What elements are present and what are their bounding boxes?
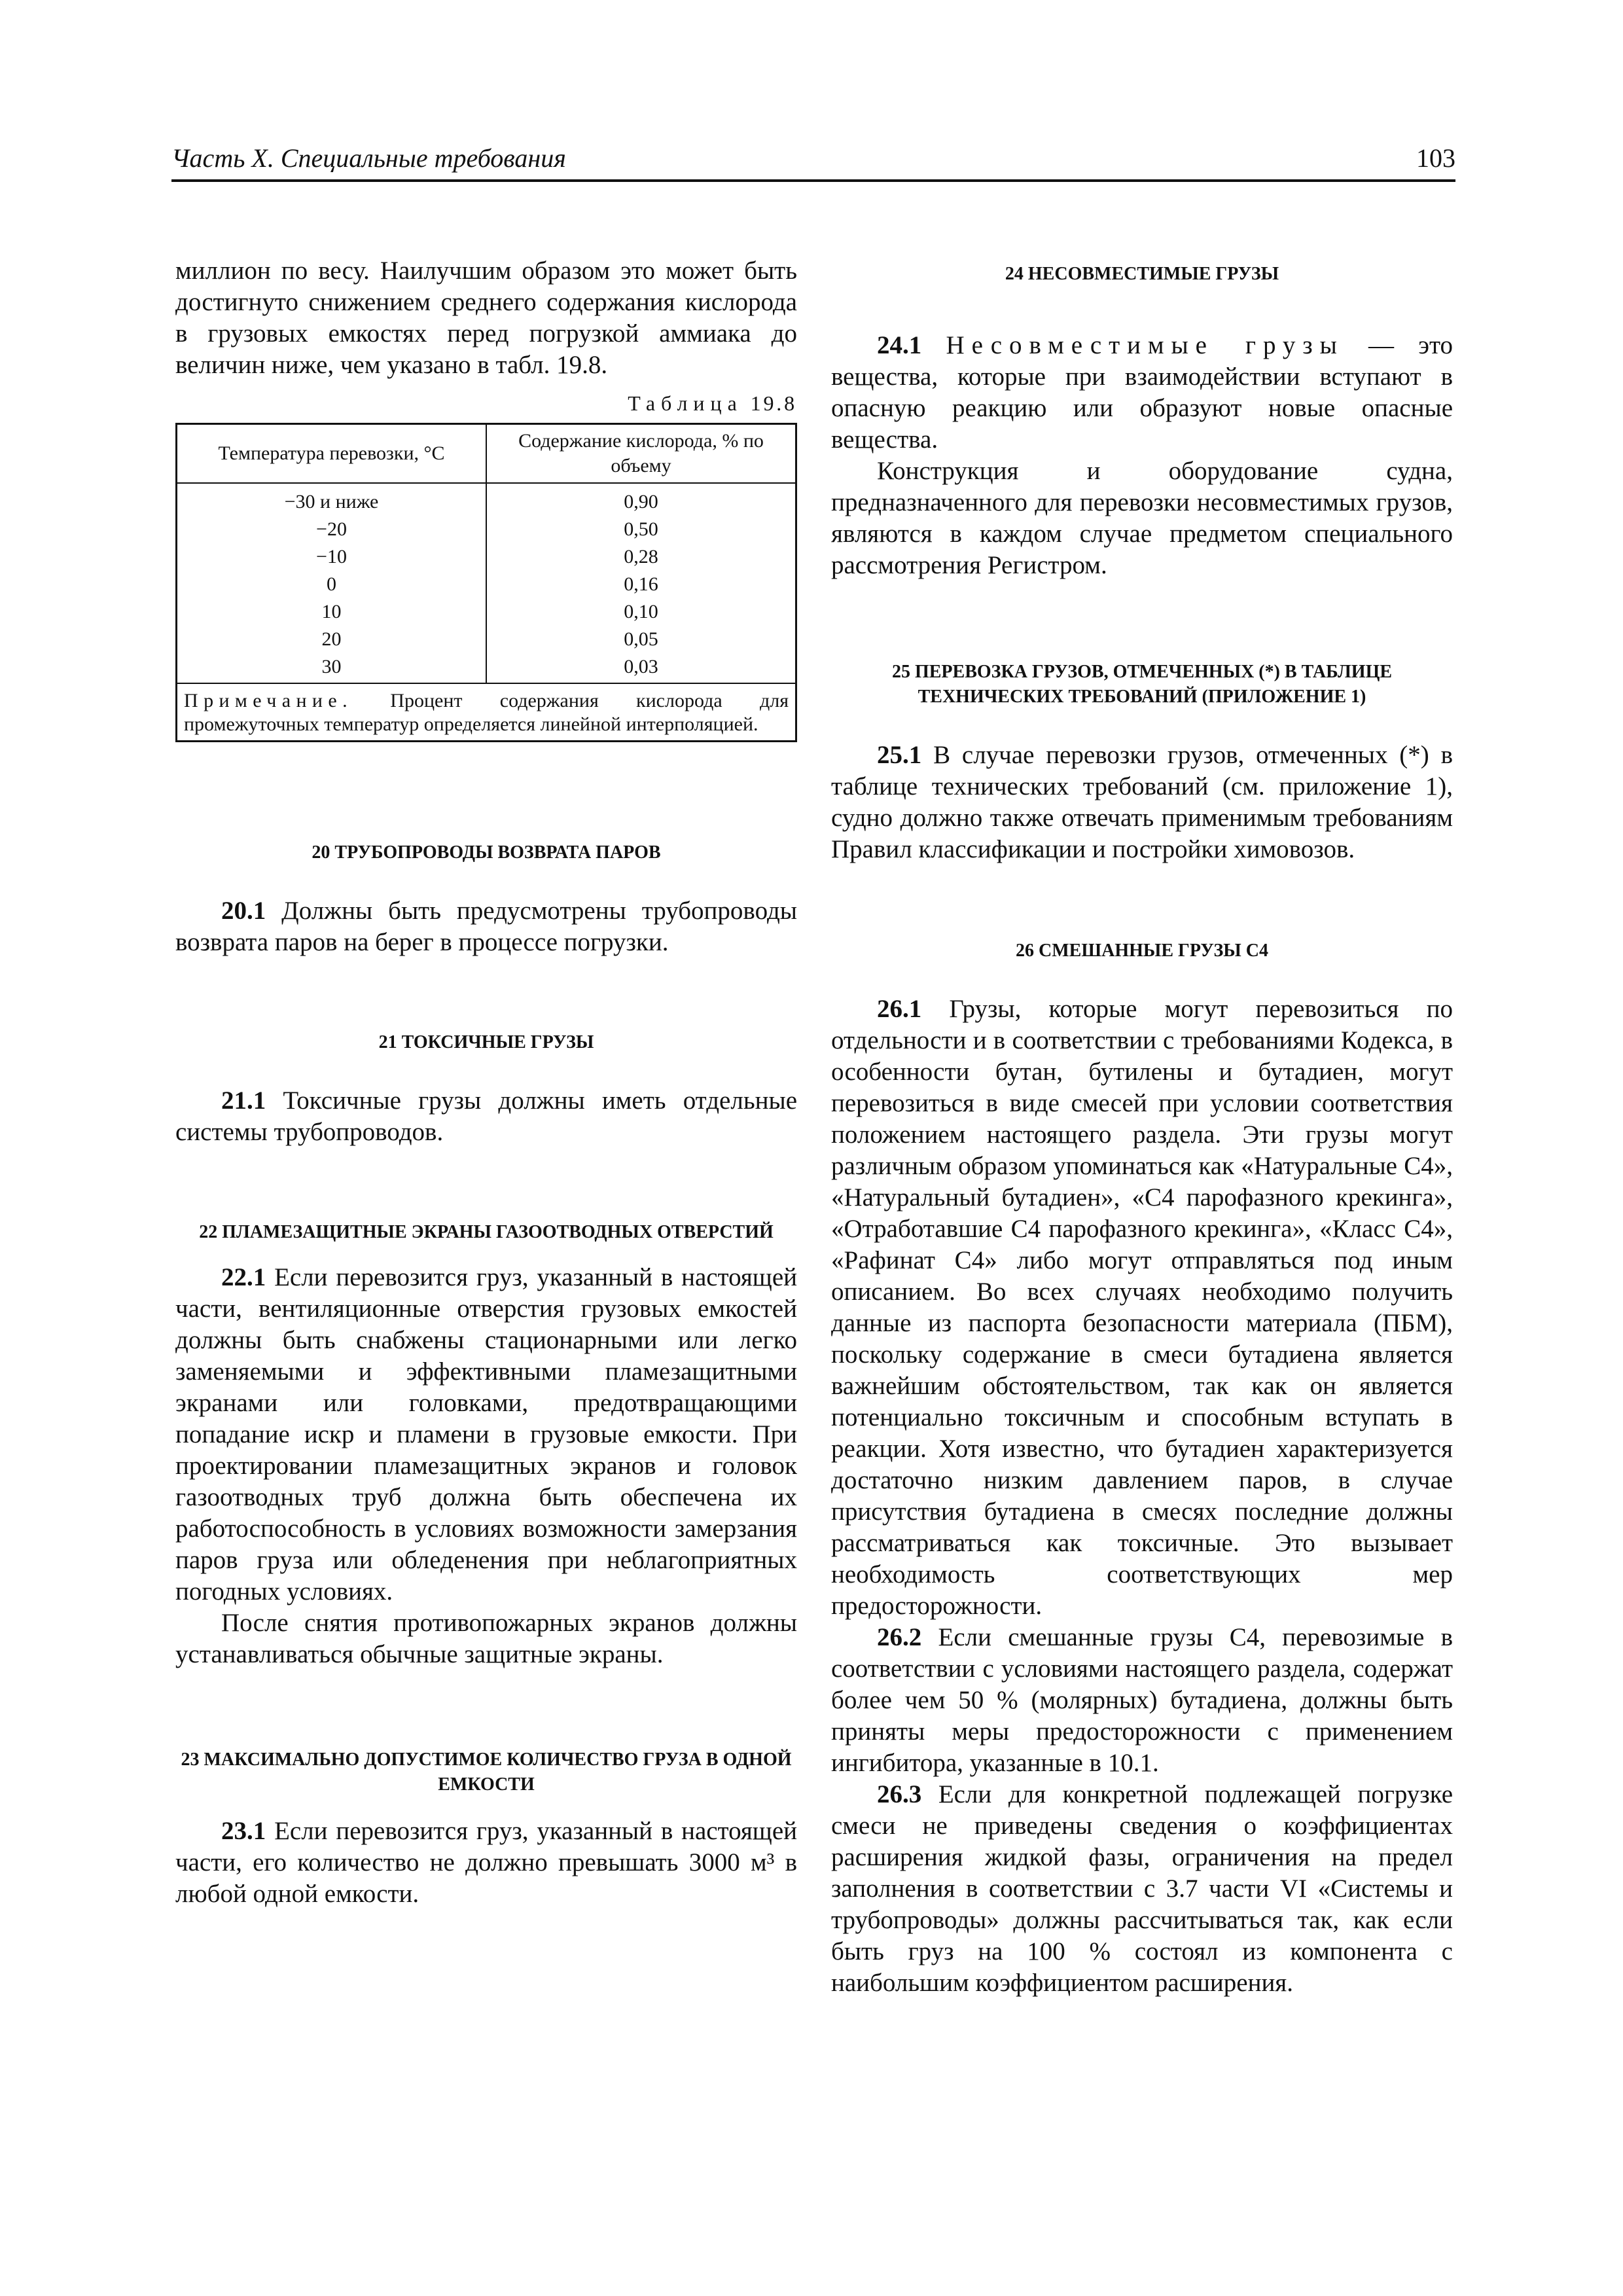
heading-22: 22 ПЛАМЕЗАЩИТНЫЕ ЭКРАНЫ ГАЗООТВОДНЫХ ОТВЕРСТИЙ	[199, 1222, 774, 1242]
cell-temp: 20	[177, 626, 487, 653]
note-text: Процент содержания кислорода для промежуточных температур определяется линейной интерполяцией.	[184, 690, 789, 735]
clause-number: 26.3	[877, 1780, 922, 1808]
table-note-row	[177, 683, 796, 742]
clause-text: Если смешанные грузы С4, перевозимые в соответствии с условиями настоящего раздела, содержат более чем 50 % (молярных) бутадиена, должны быть приняты меры предосторожности с применением ингибитора, указанные в 10.1.	[831, 1623, 1453, 1777]
paragraph-24-1	[831, 330, 1453, 456]
paragraph-26-1	[831, 994, 1453, 1622]
cell-temp: −30 и ниже	[177, 483, 487, 516]
cell-temp: 30	[177, 653, 487, 683]
clause-number: 25.1	[877, 741, 922, 769]
cell-oxygen: 0,28	[486, 543, 796, 571]
paragraph-20-1	[175, 895, 797, 958]
table-row	[177, 598, 796, 626]
clause-number: 20.1	[221, 897, 266, 925]
cell-oxygen: 0,05	[486, 626, 796, 653]
heading-25: 25 ПЕРЕВОЗКА ГРУЗОВ, ОТМЕЧЕННЫХ (*) В ТАБЛИЦЕ ТЕХНИЧЕСКИХ ТРЕБОВАНИЙ (ПРИЛОЖЕНИЕ 1)	[891, 662, 1393, 707]
clause-text: Токсичные грузы должны иметь отдельные системы трубопроводов.	[175, 1086, 797, 1146]
clause-text: Если перевозится груз, указанный в настоящей части, его количество не должно превышать 3000 м³ в любой одной емкости.	[175, 1817, 797, 1908]
cell-temp: 10	[177, 598, 487, 626]
clause-text: — это вещества, которые при взаимодействии вступают в опасную реакцию или образуют новые опасные вещества.	[831, 331, 1454, 454]
clause-number: 26.1	[877, 995, 922, 1023]
header-rule	[171, 179, 1455, 182]
table-caption-word: Таблица	[628, 391, 743, 415]
heading-20: 20 ТРУБОПРОВОДЫ ВОЗВРАТА ПАРОВ	[312, 842, 661, 863]
paragraph-25-1	[831, 740, 1453, 865]
table-caption-number: 19.8	[750, 391, 797, 415]
heading-21: 21 ТОКСИЧНЫЕ ГРУЗЫ	[378, 1032, 594, 1052]
clause-text: Должны быть предусмотрены трубопроводы возврата паров на берег в процессе погрузки.	[175, 897, 797, 956]
table-row	[177, 483, 796, 516]
paragraph-22-1-cont: После снятия противопожарных экранов должны устанавливаться обычные защитные экраны.	[175, 1609, 797, 1668]
right-column	[831, 255, 1453, 1999]
heading-26: 26 СМЕШАННЫЕ ГРУЗЫ С4	[1016, 941, 1268, 961]
table-row	[177, 571, 796, 598]
clause-text: В случае перевозки грузов, отмеченных (*) в таблице технических требований (см. приложение 1), судно должно также отвечать применимым требованиям Правил классификации и постройки химовозов.	[831, 741, 1454, 863]
term: Несовместимые грузы	[946, 331, 1344, 359]
col-header-oxygen: Содержание кислорода, % по объему	[486, 424, 796, 484]
table-note	[177, 683, 796, 742]
clause-number: 23.1	[221, 1817, 266, 1845]
cell-temp: −10	[177, 543, 487, 571]
paragraph-26-2	[831, 1622, 1453, 1779]
clause-number: 24.1	[877, 331, 922, 359]
heading-24: 24 НЕСОВМЕСТИМЫЕ ГРУЗЫ	[1005, 264, 1279, 284]
table-row	[177, 626, 796, 653]
col-header-temperature: Температура перевозки, °C	[177, 424, 487, 484]
page-number: 103	[1416, 143, 1455, 173]
left-column	[175, 255, 797, 1910]
paragraph-24-1-cont: Конструкция и оборудование судна, предназначенного для перевозки несовместимых грузов, являются в каждом случае предметом специального рассмотрения Регистром.	[831, 457, 1453, 579]
intro-paragraph: миллион по весу. Наилучшим образом это может быть достигнуто снижением среднего содержания кислорода в грузовых емкостях перед погрузкой аммиака до величин ниже, чем указано в табл. 19.8.	[175, 257, 797, 379]
paragraph-21-1	[175, 1085, 797, 1148]
cell-temp: 0	[177, 571, 487, 598]
page-header	[171, 143, 1455, 182]
note-label: Примечание.	[184, 690, 353, 711]
table-row	[177, 653, 796, 683]
heading-23: 23 МАКСИМАЛЬНО ДОПУСТИМОЕ КОЛИЧЕСТВО ГРУЗА В ОДНОЙ ЕМКОСТИ	[181, 1749, 792, 1795]
clause-number: 21.1	[221, 1086, 266, 1115]
table-row	[177, 516, 796, 543]
paragraph-23-1	[175, 1816, 797, 1910]
paragraph-22-1	[175, 1262, 797, 1607]
clause-text: Если для конкретной подлежащей погрузке смеси не приведены сведения о коэффициентах расширения жидкой фазы, ограничения на предел заполнения в соответствии с 3.7 части VI «Системы и трубопроводы» должны рассчитываться так, как если быть груз на 100 % состоял из компонента с наибольшим коэффициентом расширения.	[831, 1780, 1454, 1997]
running-title: Часть X. Специальные требования	[171, 143, 566, 173]
clause-text: Если перевозится груз, указанный в настоящей части, вентиляционные отверстия грузовых емкостей должны быть снабжены стационарными или легко заменяемыми и эффективными пламезащитными экранами или головками, предотвращающими попадание искр и пламени в грузовые емкости. При проектировании пламезащитных экранов и головок газоотводных труб должна быть обеспечена их работоспособность в условиях возможности замерзания паров груза или обледенения при неблагоприятных погодных условиях.	[175, 1263, 797, 1605]
clause-text: Грузы, которые могут перевозиться по отдельности и в соответствии с требованиями Кодекса, в особенности бутан, бутилены и бутадиен, могут перевозиться в виде смесей при условии соответствия положением настоящего раздела. Эти грузы могут различным образом упоминаться как «Натуральные С4», «Натуральный бутадиен», «С4 парофазного крекинга», «Отработавшие С4 парофазного крекинга», «Класс С4», «Рафинат С4» либо могут отправляться под иным описанием. Во всех случаях необходимо получить данные из паспорта безопасности материала (ПБМ), поскольку содержание в смеси бутадиена является важнейшим обстоятельством, так как он является потенциально токсичным и способным вступать в реакции. Хотя известно, что бутадиен характеризуется достаточно низким давлением паров, в случае присутствия бутадиена в смесях последние должны рассматриваться как токсичные. Это вызывает необходимость соответствующих мер предосторожности.	[831, 995, 1454, 1620]
cell-oxygen: 0,50	[486, 516, 796, 543]
table-row	[177, 543, 796, 571]
cell-temp: −20	[177, 516, 487, 543]
clause-number: 22.1	[221, 1263, 266, 1291]
cell-oxygen: 0,90	[486, 483, 796, 516]
paragraph-26-3	[831, 1779, 1453, 1999]
cell-oxygen: 0,16	[486, 571, 796, 598]
cell-oxygen: 0,03	[486, 653, 796, 683]
clause-number: 26.2	[877, 1623, 922, 1651]
cell-oxygen: 0,10	[486, 598, 796, 626]
table-caption	[175, 387, 797, 419]
oxygen-table	[175, 423, 797, 742]
